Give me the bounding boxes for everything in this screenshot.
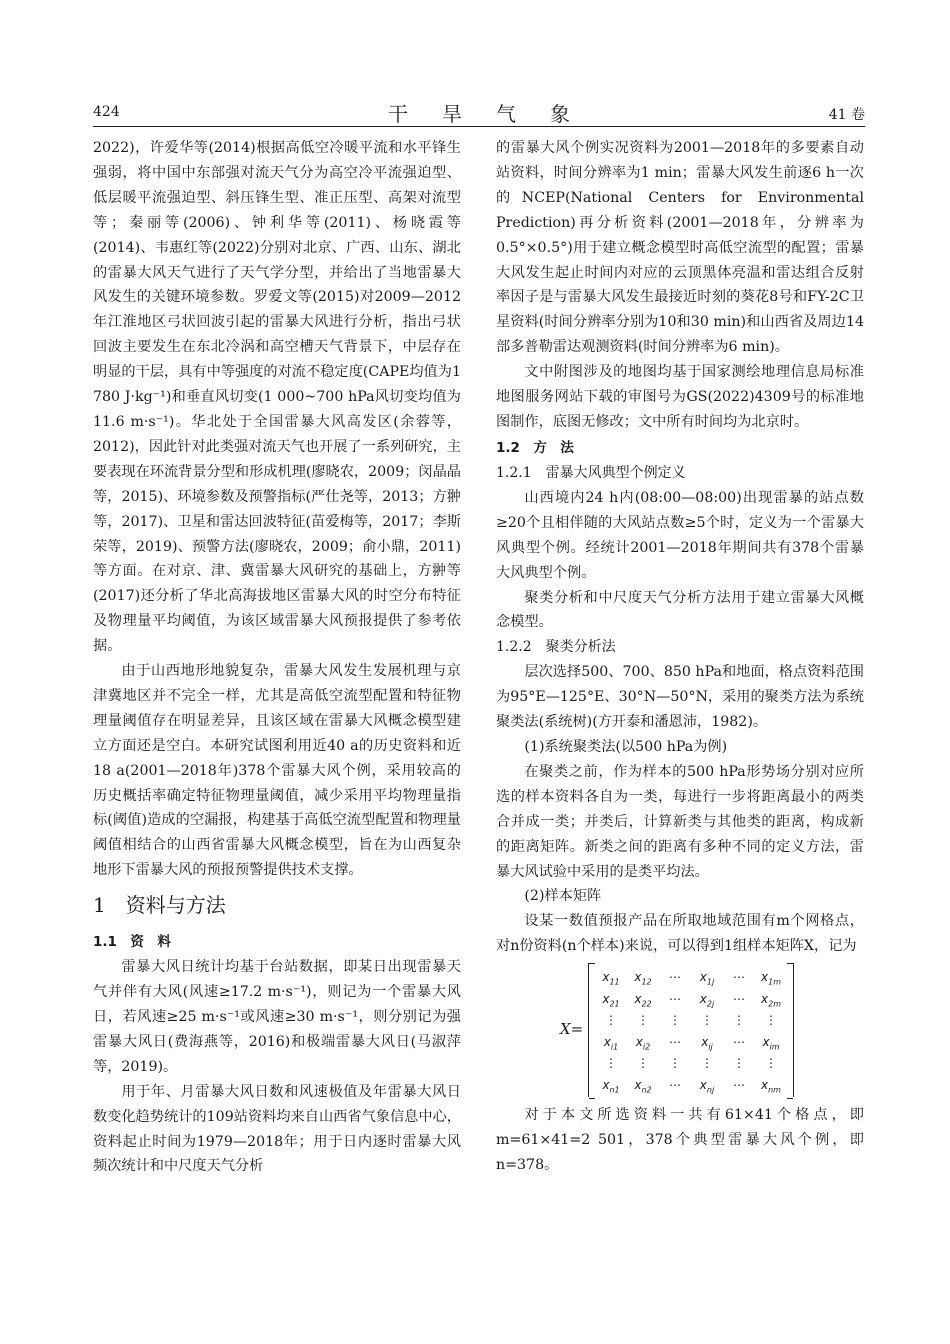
matrix-cell: ⋯ <box>669 1077 681 1092</box>
matrix-row <box>595 967 787 987</box>
matrix-label: X= <box>560 1020 584 1039</box>
matrix-cell: $x_{21}$ <box>602 991 620 1009</box>
matrix-cell: $x_{i1}$ <box>603 1034 619 1052</box>
journal-title: 干旱气象 <box>388 102 604 126</box>
paragraph: 文中附图涉及的地图均基于国家测绘地理信息局标准地图服务网站下载的审图号为GS(2022)4309号的标准地图制作，底图无修改；文中所有时间均为北京时。 <box>496 364 864 430</box>
subsubsection-heading: 1.2.2 聚类分析法 <box>496 639 616 656</box>
matrix-cell: $x_{12}$ <box>634 970 652 987</box>
list-item: (1)系统聚类法(以500 hPa为例) <box>524 739 728 756</box>
matrix-cell: ⋮ <box>765 1013 777 1028</box>
matrix-cell: ⋮ <box>733 1013 745 1028</box>
matrix-cell: $x_{2m}$ <box>761 991 781 1009</box>
matrix-row <box>595 1032 787 1052</box>
matrix-cell: ⋮ <box>605 1056 617 1071</box>
matrix-cell: ⋮ <box>701 1056 713 1071</box>
matrix-cell: ⋮ <box>765 1056 777 1071</box>
subsubsection-heading: 1.2.1 雷暴大风典型个例定义 <box>496 464 686 481</box>
matrix-cell: $x_{22}$ <box>634 991 652 1009</box>
matrix-cell: ⋯ <box>733 991 745 1006</box>
subsection-heading: 1.2 方 法 <box>496 439 574 456</box>
paragraph: 在聚类之前，作为样本的500 hPa形势场分别对应所选的样本资料各自为一类，每进行一步将距离最小的两类合并成一类；并类后，计算新类与其他类的距离，构成新的距离矩阵。新类之间的距离有多种不同的定义方法，雷暴大风试验中采用的是类平均法。 <box>496 763 864 880</box>
right-column <box>496 136 864 1178</box>
matrix-cell: $x_{ij}$ <box>701 1034 713 1052</box>
sample-matrix-equation <box>496 961 864 1101</box>
matrix-cell: $x_{2j}$ <box>699 991 715 1009</box>
subsection-heading: 1.1 资 料 <box>93 934 171 951</box>
matrix-cell: ⋯ <box>669 1034 681 1049</box>
matrix-cell: ⋮ <box>669 1056 681 1071</box>
volume-label: 41 卷 <box>828 107 865 123</box>
paragraph: 聚类分析和中尺度天气分析方法用于建立雷暴大风概念模型。 <box>496 589 864 631</box>
matrix-row <box>595 1075 787 1095</box>
paragraph: 由于山西地形地貌复杂，雷暴大风发生发展机理与京津冀地区并不完全一样，尤其是高低空流型配置和特征物理量阈值存在明显差异，且该区域在雷暴大风概念模型建立方面还是空白。本研究试图利用近40 a的历史资料和近18 a(2001—2018年)378个雷暴大风个例，采用较高的历史概括率确定特征物理量阈值，减少采用平均物理量指标(阈值)造成的空漏报，构建基于高低空流型配置和物理量阈值相结合的山西省雷暴大风概念模型，旨在为山西复杂地形下雷暴大风的预报预警提供技术支撑。 <box>93 663 461 879</box>
section-heading: 1 资料与方法 <box>93 893 226 918</box>
matrix-cell: $x_{nm}$ <box>761 1077 781 1095</box>
matrix-cell: ⋯ <box>733 970 745 985</box>
matrix-cell: ⋯ <box>669 991 681 1006</box>
matrix-cell: $x_{11}$ <box>602 970 620 987</box>
matrix-cell: $x_{n1}$ <box>602 1077 620 1095</box>
matrix-cell: ⋯ <box>669 970 681 985</box>
matrix-cell: ⋯ <box>733 1034 745 1049</box>
matrix-cell: $x_{i2}$ <box>635 1034 651 1052</box>
paragraph: 山西境内24 h内(08:00—08:00)出现雷暴的站点数≥20个且相伴随的大风站点数≥5个时，定义为一个雷暴大风典型个例。经统计2001—2018年期间共有378个雷暴大风典型个例。 <box>496 489 864 581</box>
matrix-cell: ⋯ <box>733 1077 745 1092</box>
sample-matrix <box>588 963 794 1097</box>
paragraph: 雷暴大风日统计均基于台站数据，即某日出现雷暴天气并伴有大风(风速≥17.2 m·s⁻¹)，则记为一个雷暴大风日，若风速≥25 m·s⁻¹或风速≥30 m·s⁻¹，则分别记为强雷暴大风日(费海燕等，2016)和极端雷暴大风日(马淑萍等，2019)。 <box>93 959 461 1075</box>
matrix-cell: $x_{1j}$ <box>699 970 715 987</box>
list-item: (2)样本矩阵 <box>524 888 602 905</box>
matrix-row <box>595 1010 787 1030</box>
paragraph: 层次选择500、700、850 hPa和地面，格点资料范围为95°E—125°E、30°N—50°N，采用的聚类方法为系统聚类法(系统树)(方开泰和潘恩沛，1982)。 <box>496 664 864 731</box>
matrix-cell: $x_{im}$ <box>762 1034 780 1052</box>
matrix-cell: $x_{nj}$ <box>699 1077 715 1095</box>
matrix-cell: ⋮ <box>605 1013 617 1028</box>
matrix-cell: $x_{n2}$ <box>634 1077 652 1095</box>
left-column <box>93 136 461 1179</box>
page-header <box>93 98 865 127</box>
matrix-cell: ⋮ <box>733 1056 745 1071</box>
matrix-row <box>595 989 787 1009</box>
paragraph: 对于本文所选资料一共有61×41个格点，即m=61×41=2 501，378个典型雷暴大风个例，即n=378。 <box>496 1107 864 1173</box>
paragraph: 的雷暴大风个例实况资料为2001—2018年的多要素自动站资料，时间分辨率为1 min；雷暴大风发生前逐6 h一次的NCEP(National Centers for Environmental Prediction)再分析资料(2001—2018年，分辨率为0.5°×0.5°)用于建立概念模型时高低空流型的配置；雷暴大风发生起止时间内对应的云顶黑体亮温和雷达组合反射率因子是与雷暴大风发生最接近时刻的葵花8号和FY-2C卫星资料(时间分辨率分别为10和30 min)和山西省及周边14部多普勒雷达观测资料(时间分辨率为6 min)。 <box>496 140 864 356</box>
page-number: 424 <box>93 104 120 120</box>
paragraph: 2022)，许爱华等(2014)根据高低空冷暖平流和水平锋生强弱，将中国中东部强对流天气分为高空冷平流强迫型、低层暖平流强迫型、斜压锋生型、准正压型、高架对流型等；秦丽等(2006)、钟利华等(2011)、杨晓霞等(2014)、韦惠红等(2022)分别对北京、广西、山东、湖北的雷暴大风天气进行了天气学分型，并给出了当地雷暴大风发生的关键环境参数。罗爱文等(2015)对2009—2012年江淮地区弓状回波引起的雷暴大风进行分析，指出弓状回波主要发生在东北冷涡和高空槽天气背景下，中层存在明显的干层，具有中等强度的对流不稳定度(CAPE均值为1 780 J·kg⁻¹)和垂直风切变(1 000~700 hPa风切变均值为11.6 m·s⁻¹)。华北处于全国雷暴大风高发区(余蓉等，2012)，因此针对此类强对流天气也开展了一系列研究，主要表现在环流背景分型和形成机理(廖晓农，2009；闵晶晶等，2015)、环境参数及预警指标(严仕尧等，2013；方翀等，2017)、卫星和雷达回波特征(苗爱梅等，2017；李斯荣等，2019)、预警方法(廖晓农，2009；俞小鼎，2011)等方面。在对京、津、冀雷暴大风研究的基础上，方翀等(2017)还分析了华北高海拔地区雷暴大风的时空分布特征及物理量平均阈值，为该区域雷暴大风预报提供了参考依据。 <box>93 140 461 655</box>
matrix-cell: ⋮ <box>701 1013 713 1028</box>
matrix-cell: ⋮ <box>637 1056 649 1071</box>
matrix-cell: $x_{1m}$ <box>761 970 781 987</box>
paragraph: 设某一数值预报产品在所取地域范围有m个网格点，对n份资料(n个样本)来说，可以得到1组样本矩阵X，记为 <box>496 913 864 955</box>
matrix-row <box>595 1053 787 1073</box>
paragraph: 用于年、月雷暴大风日数和风速极值及年雷暴大风日数变化趋势统计的109站资料均来自山西省气象信息中心，资料起止时间为1979—2018年；用于日内逐时雷暴大风频次统计和中尺度天气分析 <box>93 1083 461 1175</box>
matrix-cell: ⋮ <box>637 1013 649 1028</box>
matrix-cell: ⋮ <box>669 1013 681 1028</box>
